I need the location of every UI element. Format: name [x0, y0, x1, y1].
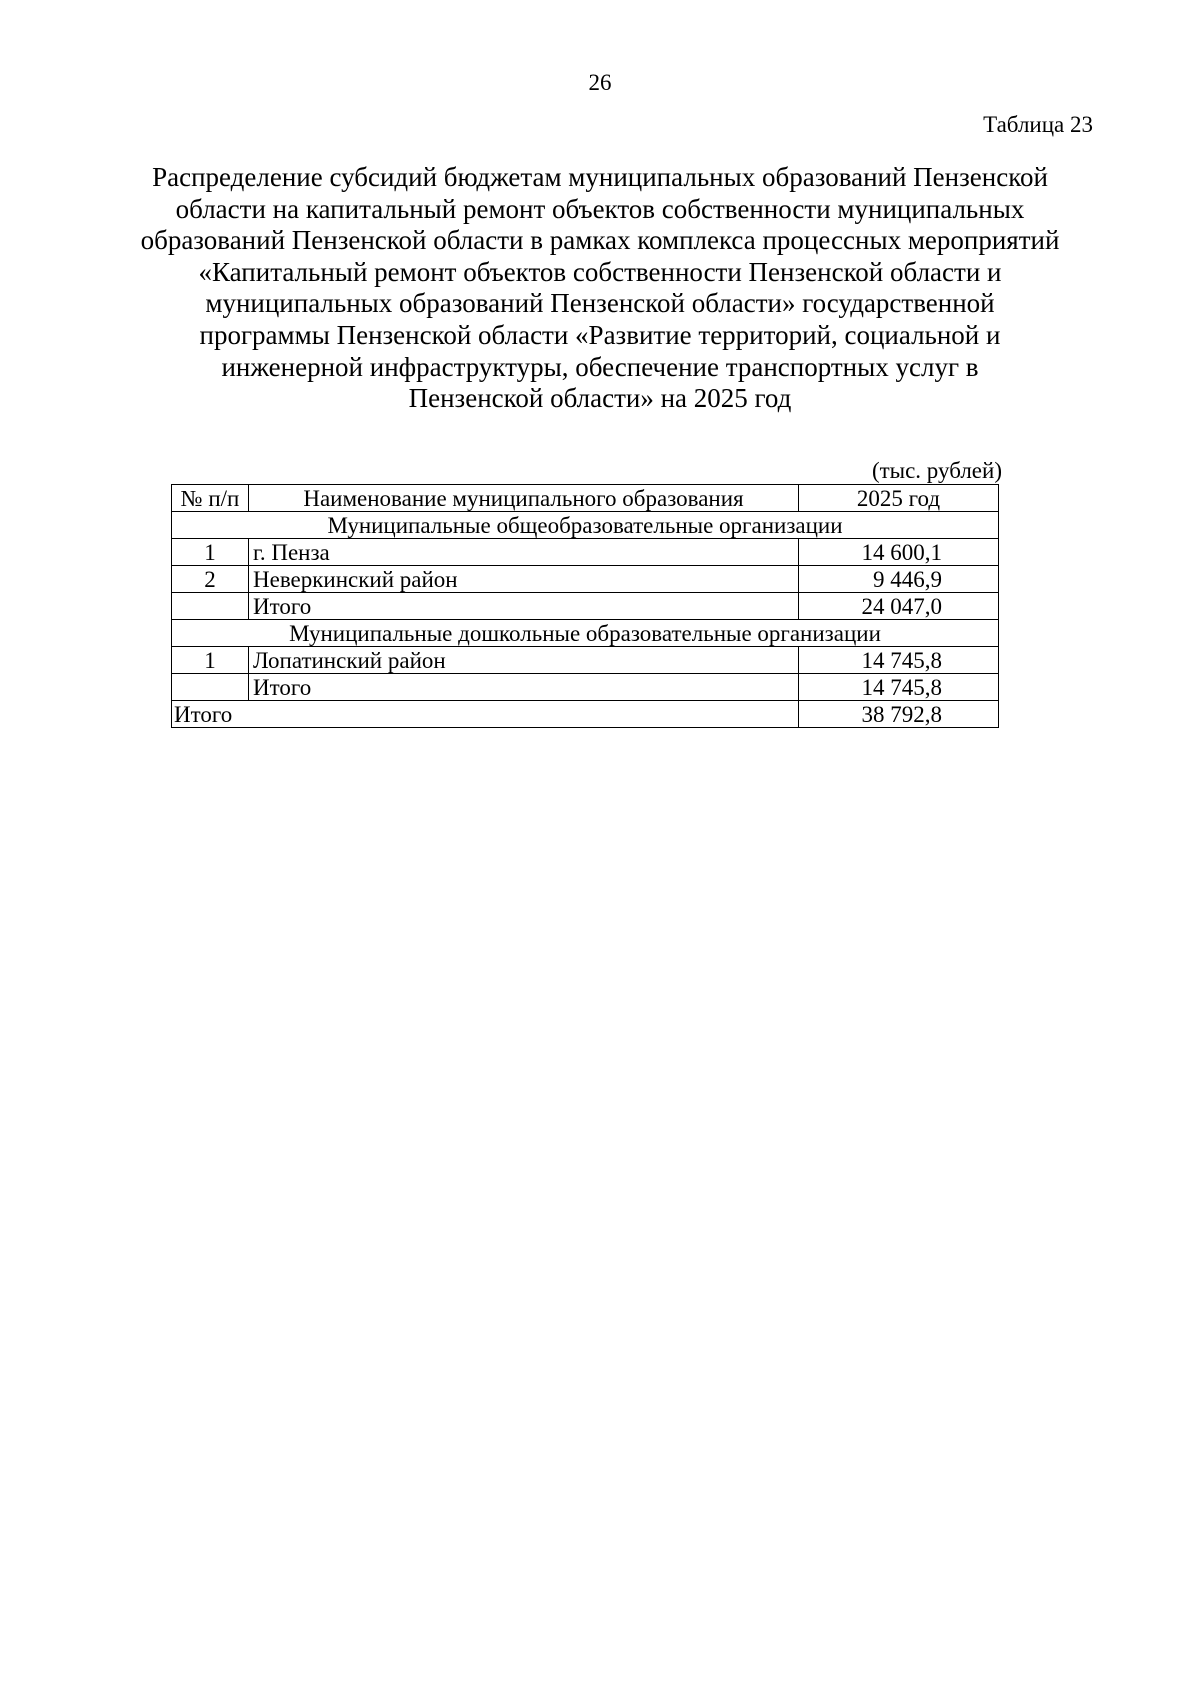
title-line: Распределение субсидий бюджетам муниципальных образований Пензенской	[152, 162, 1048, 192]
subtotal-value: 24 047,0	[799, 593, 999, 620]
subtotal-label: Итого	[249, 593, 799, 620]
section-row	[172, 512, 999, 539]
table-row	[172, 539, 999, 566]
table-label: Таблица 23	[983, 112, 1093, 137]
title-line: «Капитальный ремонт объектов собственности Пензенской области и	[198, 256, 1002, 287]
table-row	[172, 566, 999, 593]
units-label: (тыс. рублей)	[871, 458, 1002, 483]
subtotal-label: Итого	[249, 674, 799, 701]
row-num: 1	[172, 539, 249, 566]
subtotal-num	[172, 674, 249, 701]
section-row	[172, 620, 999, 647]
grand-total-label: Итого	[172, 701, 799, 728]
row-value: 14 745,8	[799, 647, 999, 674]
title-line: Пензенской области» на 2025 год	[408, 383, 792, 414]
row-name: Неверкинский район	[249, 566, 799, 593]
document-title	[100, 162, 1100, 415]
grand-total-row	[172, 701, 999, 728]
subtotal-row	[172, 593, 999, 620]
row-num: 1	[172, 647, 249, 674]
header-num: № п/п	[172, 485, 249, 512]
table-header-row	[172, 485, 999, 512]
row-num: 2	[172, 566, 249, 593]
header-year: 2025 год	[799, 485, 999, 512]
subtotal-value: 14 745,8	[799, 674, 999, 701]
row-name: г. Пенза	[249, 539, 799, 566]
title-line: инженерной инфраструктуры, обеспечение транспортных услуг в	[221, 351, 979, 382]
table-row	[172, 647, 999, 674]
subtotal-num	[172, 593, 249, 620]
page-number: 26	[588, 70, 612, 95]
header-name: Наименование муниципального образования	[249, 485, 799, 512]
subtotal-row	[172, 674, 999, 701]
grand-total-value: 38 792,8	[799, 701, 999, 728]
title-line: образований Пензенской области в рамках комплекса процессных мероприятий	[140, 225, 1060, 256]
section-title: Муниципальные общеобразовательные организации	[172, 512, 999, 539]
row-value: 9 446,9	[799, 566, 999, 593]
title-line: программы Пензенской области «Развитие территорий, социальной и	[199, 319, 1001, 350]
row-value: 14 600,1	[799, 539, 999, 566]
title-line: муниципальных образований Пензенской области» государственной	[205, 288, 995, 319]
title-line: области на капитальный ремонт объектов собственности муниципальных	[175, 193, 1025, 224]
section-title: Муниципальные дошкольные образовательные организации	[172, 620, 999, 647]
subsidy-table	[171, 484, 999, 728]
row-name: Лопатинский район	[249, 647, 799, 674]
